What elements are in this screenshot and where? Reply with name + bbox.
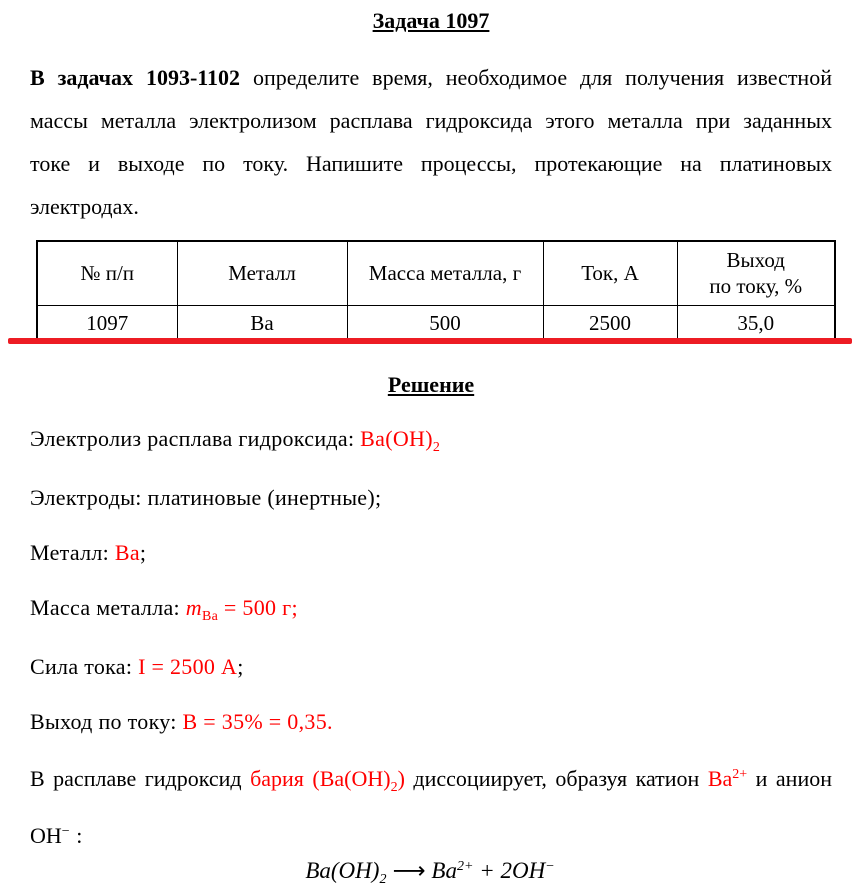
electrolysis-formula: Ba(OH) bbox=[360, 426, 433, 451]
mass-variable-subscript: Ba bbox=[201, 609, 219, 624]
intro-paragraph bbox=[30, 56, 832, 228]
mass-label: Масса металла: bbox=[30, 595, 186, 620]
solution-line-electrolysis bbox=[30, 426, 832, 456]
problem-title bbox=[30, 8, 832, 34]
current-value: I = 2500 А bbox=[138, 654, 238, 679]
metal-tail: ; bbox=[139, 540, 147, 565]
intro-body-text: определите время, необходимое для получения известной массы металла электролизом расплава гидроксида этого металла при заданных токе и выходе по току. Напишите процессы, протекающие на платиновых электродах. bbox=[30, 65, 832, 219]
dissociation-paragraph bbox=[30, 753, 832, 858]
mass-variable: m bbox=[185, 595, 202, 620]
header-current: Ток, А bbox=[543, 241, 677, 305]
dissociation-part2: диссоциирует, образуя катион bbox=[404, 766, 708, 791]
solution-line-mass bbox=[30, 595, 832, 625]
cell-metal: Ba bbox=[177, 305, 347, 342]
equation-lhs-subscript: 2 bbox=[379, 872, 387, 887]
dissociation-red-formula-subscript: 2 bbox=[390, 780, 398, 795]
electrolysis-label: Электролиз расплава гидроксида: bbox=[30, 426, 361, 451]
table-header-row bbox=[37, 241, 835, 305]
dissociation-red-formula: бария (Ba(OH) bbox=[250, 766, 391, 791]
solution-heading bbox=[30, 372, 832, 398]
cell-yield: 35,0 bbox=[677, 305, 835, 342]
solution-line-metal bbox=[30, 540, 832, 566]
red-underline-marker bbox=[8, 338, 852, 344]
dissociation-part1: В расплаве гидроксид bbox=[30, 766, 251, 791]
equation-lhs: Ba(OH) bbox=[305, 858, 380, 883]
yield-value: В = 35% = 0,35. bbox=[182, 709, 333, 734]
equation-rhs-cation-superscript: 2+ bbox=[456, 859, 474, 874]
header-yield bbox=[677, 241, 835, 305]
equation-rhs-anion-superscript: − bbox=[545, 859, 555, 874]
header-metal: Металл bbox=[177, 241, 347, 305]
problem-title-text: Задача 1097 bbox=[372, 8, 490, 33]
dissociation-cation: Ba bbox=[707, 766, 733, 791]
intro-bold-text: В задачах 1093-1102 bbox=[30, 65, 241, 90]
dissociation-red-formula-close: ) bbox=[397, 766, 405, 791]
cell-current: 2500 bbox=[543, 305, 677, 342]
yield-label: Выход по току: bbox=[30, 709, 183, 734]
solution-line-current bbox=[30, 654, 832, 680]
dissociation-part3: и анион OH bbox=[30, 766, 833, 848]
dissociation-equation bbox=[0, 858, 860, 887]
cell-mass: 500 bbox=[347, 305, 543, 342]
header-yield-line1: Выход bbox=[726, 248, 785, 272]
metal-value: Ba bbox=[114, 540, 140, 565]
metal-label: Металл: bbox=[30, 540, 115, 565]
current-label: Сила тока: bbox=[30, 654, 139, 679]
header-yield-line2: по току, % bbox=[709, 274, 803, 299]
header-mass: Масса металла, г bbox=[347, 241, 543, 305]
solution-line-electrodes bbox=[30, 485, 832, 511]
long-right-arrow-icon: ⟶ bbox=[392, 858, 426, 884]
solution-heading-text: Решение bbox=[387, 372, 475, 397]
equation-rhs-anion: + 2OH bbox=[473, 858, 546, 883]
dissociation-cation-superscript: 2+ bbox=[732, 767, 748, 782]
dissociation-anion-superscript: − bbox=[61, 824, 70, 839]
equation-rhs-cation: Ba bbox=[431, 858, 457, 883]
current-tail: ; bbox=[237, 654, 244, 679]
mass-value: = 500 г; bbox=[218, 595, 298, 620]
electrodes-text: Электроды: платиновые (инертные); bbox=[30, 485, 382, 510]
header-num: № п/п bbox=[37, 241, 177, 305]
electrolysis-formula-subscript: 2 bbox=[432, 440, 441, 455]
dissociation-tail: : bbox=[69, 823, 83, 848]
table-data-row bbox=[37, 305, 835, 342]
cell-num: 1097 bbox=[37, 305, 177, 342]
problem-table bbox=[36, 240, 836, 343]
solution-line-yield bbox=[30, 709, 832, 735]
